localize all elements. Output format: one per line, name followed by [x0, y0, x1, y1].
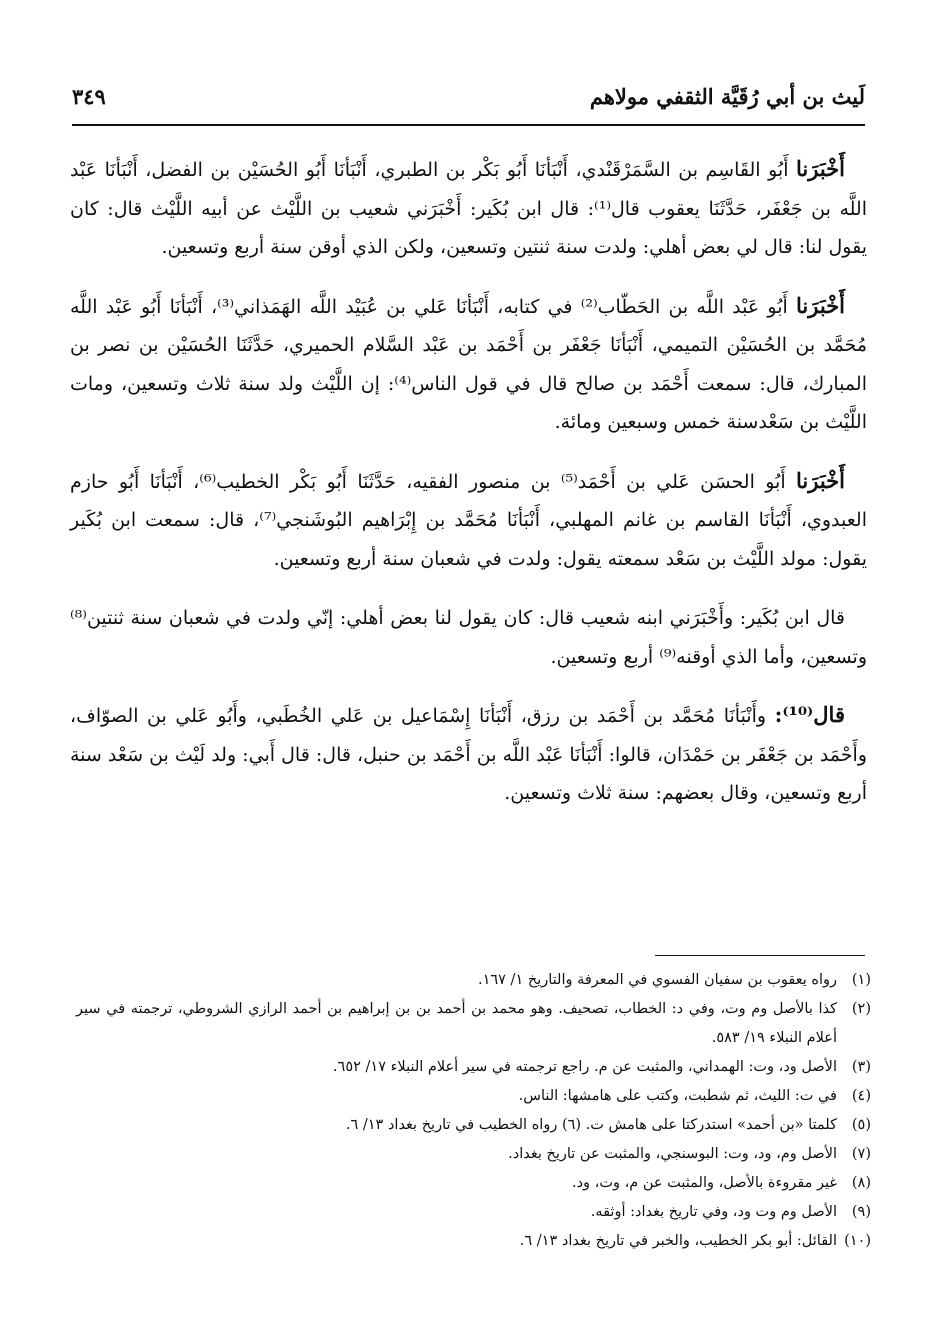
footnote-number: (٣): [851, 1059, 871, 1075]
paragraph-4: [70, 598, 867, 676]
footnote-text: القائل: أبو بكر الخطيب، والخبر في تاريخ بغداد ١٣/ ٦.: [519, 1233, 837, 1249]
footnote-item: [76, 1140, 871, 1169]
footnote-text: كلمتا «بن أحمد» استدركتا على هامش ت. (٦) رواه الخطيب في تاريخ بغداد ١٣/ ٦.: [345, 1117, 837, 1133]
footnote-number: (٨): [851, 1175, 871, 1191]
footnote-item: [76, 995, 871, 1053]
footnote-text: في ت: الليث، ثم شطبت، وكتب على هامشها: الناس.: [518, 1088, 837, 1104]
paragraph-5: [70, 696, 867, 813]
footnote-number: (٧): [851, 1146, 871, 1162]
page-header: [72, 76, 865, 126]
paragraph-text: وأَنْبَأنَا مُحَمَّد بن أَحْمَد بن رزق، أَنْبَأنَا إِسْمَاعيل بن عَلي الخُطَبي، وأَبُو عَلي بن الصوّاف، وأَحْمَد بن جَعْفَر بن حَمْدَان، قالوا: أَنْبَأنَا عَبْد اللَّه بن أَحْمَد بن حنبل، قال: قال أَبي: ولد لَيْث بن سَعْد سنة أربع وتسعين، وقال بعضهم: سنة ثلاث وتسعين.: [70, 705, 867, 804]
paragraph-text: قال ابن بُكَير: وأَخْبَرَني ابنه شعيب قال: كان يقول لنا بعض أهلي: إنّي ولدت في شعبان سنة ثنتين⁽⁸⁾ وتسعين، وأما الذي أوقنه⁽⁹⁾ أربع وتسعين.: [70, 607, 867, 668]
paragraph-text: أَبُو الحسَن عَلي بن أَحْمَد⁽⁵⁾ بن منصور الفقيه، حَدَّثَنَا أَبُو بَكْر الخطيب⁽⁶⁾، أَنْبَأنَا أَبُو حازم العبدوي، أَنْبَأنَا القاسم بن غانم المهلبي، أَنْبَأنَا مُحَمَّد بن إِبْرَاهيم البُوشَنجي⁽⁷⁾، قال: سمعت ابن بُكَير يقول: مولد اللَّيْث بن سَعْد سمعته يقول: ولدت في شعبان سنة أربع وتسعين.: [70, 470, 867, 570]
footnote-number: (١): [851, 972, 871, 988]
paragraph-2: [70, 287, 867, 442]
page-number: ٣٤٩: [72, 84, 106, 109]
paragraph-lead: أَخْبَرَنا: [796, 292, 846, 318]
paragraph-lead: قال⁽¹⁰⁾:: [774, 702, 845, 727]
footnote-item: [76, 966, 871, 995]
footnote-text: الأصل وم، ود، وت: البوسنجي، والمثبت عن تاريخ بغداد.: [508, 1146, 837, 1162]
paragraph-1: [70, 150, 867, 267]
paragraph-lead: أَخْبَرَنا: [796, 467, 845, 493]
footnote-divider: [655, 955, 865, 956]
footnote-number: (١٠): [844, 1233, 871, 1249]
footnote-text: الأصل وم وت ود، وفي تاريخ بغداد: أوثقه.: [590, 1204, 837, 1220]
footnote-item: [76, 1111, 871, 1140]
footnote-item: [76, 1227, 871, 1256]
footnote-number: (٩): [851, 1204, 871, 1220]
footnote-text: كذا بالأصل وم وت، وفي د: الخطاب، تصحيف. وهو محمد بن أحمد بن بن إبراهيم بن أحمد الرازي الشروطي، ترجمته في سير أعلام النبلاء ١٩/ ٥٨٣.: [76, 1001, 837, 1046]
footnote-text: غير مقروءة بالأصل، والمثبت عن م، وت، ود.: [571, 1175, 837, 1191]
main-text: [70, 150, 867, 833]
footnote-item: [76, 1082, 871, 1111]
paragraph-text: أَبُو عَبْد اللَّه بن الحَطّاب⁽²⁾ في كتابه، أَنْبَأنَا عَلي بن عُبَيْد اللَّه الهَمَذاني⁽³⁾، أَنْبَأنَا أَبُو عَبْد اللَّه مُحَمَّد بن الحُسَيْن التميمي، أَنْبَأنَا جَعْفَر بن أَحْمَد بن عَبْد السَّلام الحميري، حَدَّثَنَا الحُسَيْن بن نصر بن المبارك، قال: سمعت أَحْمَد بن صالح قال في قول الناس⁽⁴⁾: إن اللَّيْث ولد سنة ثلاث وتسعين، ومات اللَّيْث بن سَعْدسنة خمس وسبعين ومائة.: [70, 295, 867, 433]
footnote-item: [76, 1198, 871, 1227]
footnote-text: رواه يعقوب بن سفيان الفسوي في المعرفة والتاريخ ١/ ١٦٧.: [477, 972, 837, 988]
footnote-number: (٥): [851, 1117, 871, 1133]
footnote-text: الأصل ود، وت: الهمداني، والمثبت عن م. راجع ترجمته في سير أعلام النبلاء ١٧/ ٦٥٢.: [332, 1059, 837, 1075]
footnote-item: [76, 1169, 871, 1198]
footnote-number: (٢): [851, 1001, 871, 1017]
paragraph-text: أَبُو القَاسِم بن السَّمَرْقَنْدي، أَنْبَأنَا أَبُو بَكْر بن الطبري، أَنْبَأنَا أَبُو الحُسَيْن بن الفضل، أَنْبَأنَا عَبْد اللَّه بن جَعْفَر، حَدَّثَنَا يعقوب قال⁽¹⁾: قال ابن بُكَير: أَخْبَرَني شعيب بن اللَّيْث عن أبيه اللَّيْث قال: كان يقول لنا: قال لي بعض أهلي: ولدت سنة ثنتين وتسعين، ولكن الذي أوقن سنة أربع وتسعين.: [70, 159, 867, 258]
footnote-item: [76, 1053, 871, 1082]
paragraph-lead: أَخْبَرَنا: [796, 156, 845, 181]
footnote-number: (٤): [851, 1088, 871, 1104]
footnotes: [76, 966, 871, 1256]
running-title: لَيث بن أبي رُقَيَّة الثقفي مولاهم: [589, 84, 865, 109]
paragraph-3: [70, 462, 867, 579]
